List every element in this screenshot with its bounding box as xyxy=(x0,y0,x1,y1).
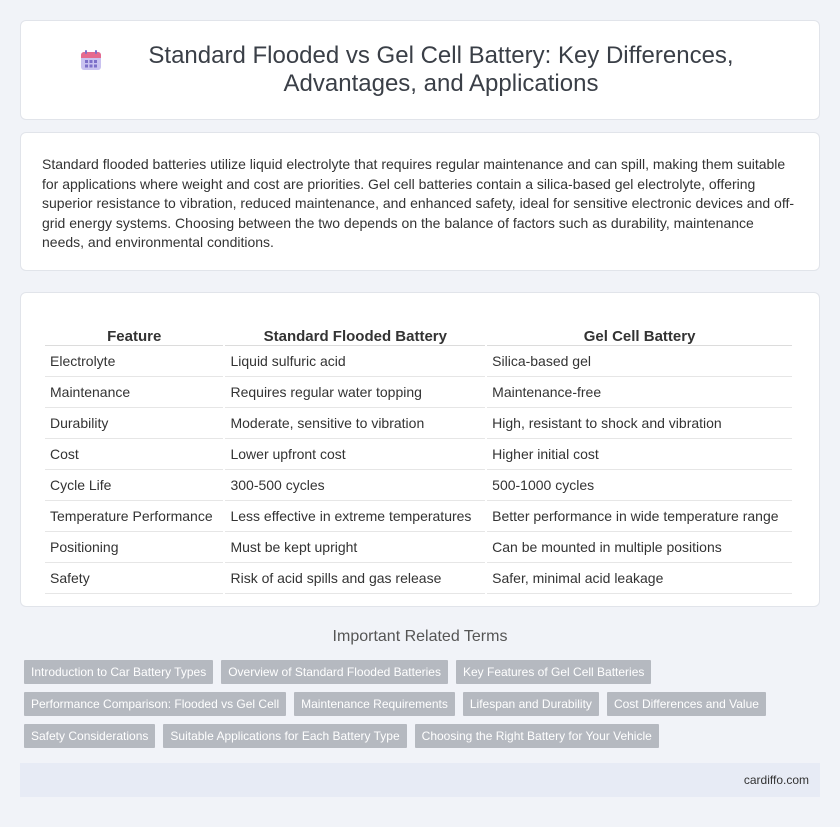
table-row xyxy=(45,346,792,377)
table-row xyxy=(45,439,792,470)
table-header-row xyxy=(45,314,792,346)
table-cell-gel: 500-1000 cycles xyxy=(487,470,792,501)
table-row xyxy=(45,501,792,532)
table-header-cell: Gel Cell Battery xyxy=(487,314,792,346)
table-cell-feature: Electrolyte xyxy=(45,346,223,377)
related-terms-heading: Important Related Terms xyxy=(332,628,508,645)
title-wrap xyxy=(80,42,760,98)
table-cell-gel: Better performance in wide temperature range xyxy=(487,501,792,532)
table-cell-flooded: Lower upfront cost xyxy=(225,439,485,470)
table-row xyxy=(45,377,792,408)
related-term-tag[interactable]: Cost Differences and Value xyxy=(607,692,766,716)
table-cell-flooded: Must be kept upright xyxy=(225,532,485,563)
comparison-card xyxy=(20,292,820,607)
tag-row xyxy=(24,724,804,748)
title-card xyxy=(20,20,820,120)
related-term-tag[interactable]: Performance Comparison: Flooded vs Gel Cell xyxy=(24,692,286,716)
table-cell-gel: Silica-based gel xyxy=(487,346,792,377)
table-cell-flooded: Risk of acid spills and gas release xyxy=(225,563,485,594)
related-term-tag[interactable]: Maintenance Requirements xyxy=(294,692,455,716)
related-terms-list xyxy=(24,660,804,756)
table-cell-gel: High, resistant to shock and vibration xyxy=(487,408,792,439)
related-term-tag[interactable]: Introduction to Car Battery Types xyxy=(24,660,213,684)
table-row xyxy=(45,563,792,594)
related-term-tag[interactable]: Key Features of Gel Cell Batteries xyxy=(456,660,651,684)
page-title: Standard Flooded vs Gel Cell Battery: Key Differences, Advantages, and Applications xyxy=(148,42,734,97)
calendar-icon xyxy=(80,49,102,71)
table-row xyxy=(45,470,792,501)
footer-site-name[interactable]: cardiffo.com xyxy=(743,773,809,787)
table-header-cell: Feature xyxy=(45,314,223,346)
related-term-tag[interactable]: Safety Considerations xyxy=(24,724,155,748)
related-term-tag[interactable]: Choosing the Right Battery for Your Vehicle xyxy=(415,724,659,748)
related-term-tag[interactable]: Suitable Applications for Each Battery Type xyxy=(163,724,406,748)
tag-row xyxy=(24,692,804,716)
table-cell-feature: Temperature Performance xyxy=(45,501,223,532)
table-cell-feature: Cost xyxy=(45,439,223,470)
table-cell-feature: Positioning xyxy=(45,532,223,563)
table-row xyxy=(45,408,792,439)
related-term-tag[interactable]: Overview of Standard Flooded Batteries xyxy=(221,660,448,684)
table-cell-flooded: Less effective in extreme temperatures xyxy=(225,501,485,532)
table-cell-flooded: Moderate, sensitive to vibration xyxy=(225,408,485,439)
footer xyxy=(20,763,820,797)
table-cell-flooded: 300-500 cycles xyxy=(225,470,485,501)
related-term-tag[interactable]: Lifespan and Durability xyxy=(463,692,599,716)
table-cell-flooded: Liquid sulfuric acid xyxy=(225,346,485,377)
table-cell-feature: Durability xyxy=(45,408,223,439)
tag-row xyxy=(24,660,804,684)
table-cell-gel: Safer, minimal acid leakage xyxy=(487,563,792,594)
table-cell-feature: Safety xyxy=(45,563,223,594)
table-cell-flooded: Requires regular water topping xyxy=(225,377,485,408)
table-header-cell: Standard Flooded Battery xyxy=(225,314,485,346)
comparison-table xyxy=(43,314,794,594)
table-cell-feature: Cycle Life xyxy=(45,470,223,501)
intro-paragraph: Standard flooded batteries utilize liquid electrolyte that requires regular maintenance and can spill, making them suitable for applications where weight and cost are priorities. Gel cell batteries contain a silica-based gel electrolyte, offering superior resistance to vibration, reduced maintenance, and enhanced safety, ideal for sensitive electronic devices and off-grid energy systems. Choosing between the two depends on the balance of factors such as durability, maintenance needs, and environmental conditions. xyxy=(42,156,795,250)
intro-card xyxy=(20,132,820,271)
table-row xyxy=(45,532,792,563)
table-cell-gel: Higher initial cost xyxy=(487,439,792,470)
table-cell-gel: Maintenance-free xyxy=(487,377,792,408)
table-cell-feature: Maintenance xyxy=(45,377,223,408)
table-cell-gel: Can be mounted in multiple positions xyxy=(487,532,792,563)
